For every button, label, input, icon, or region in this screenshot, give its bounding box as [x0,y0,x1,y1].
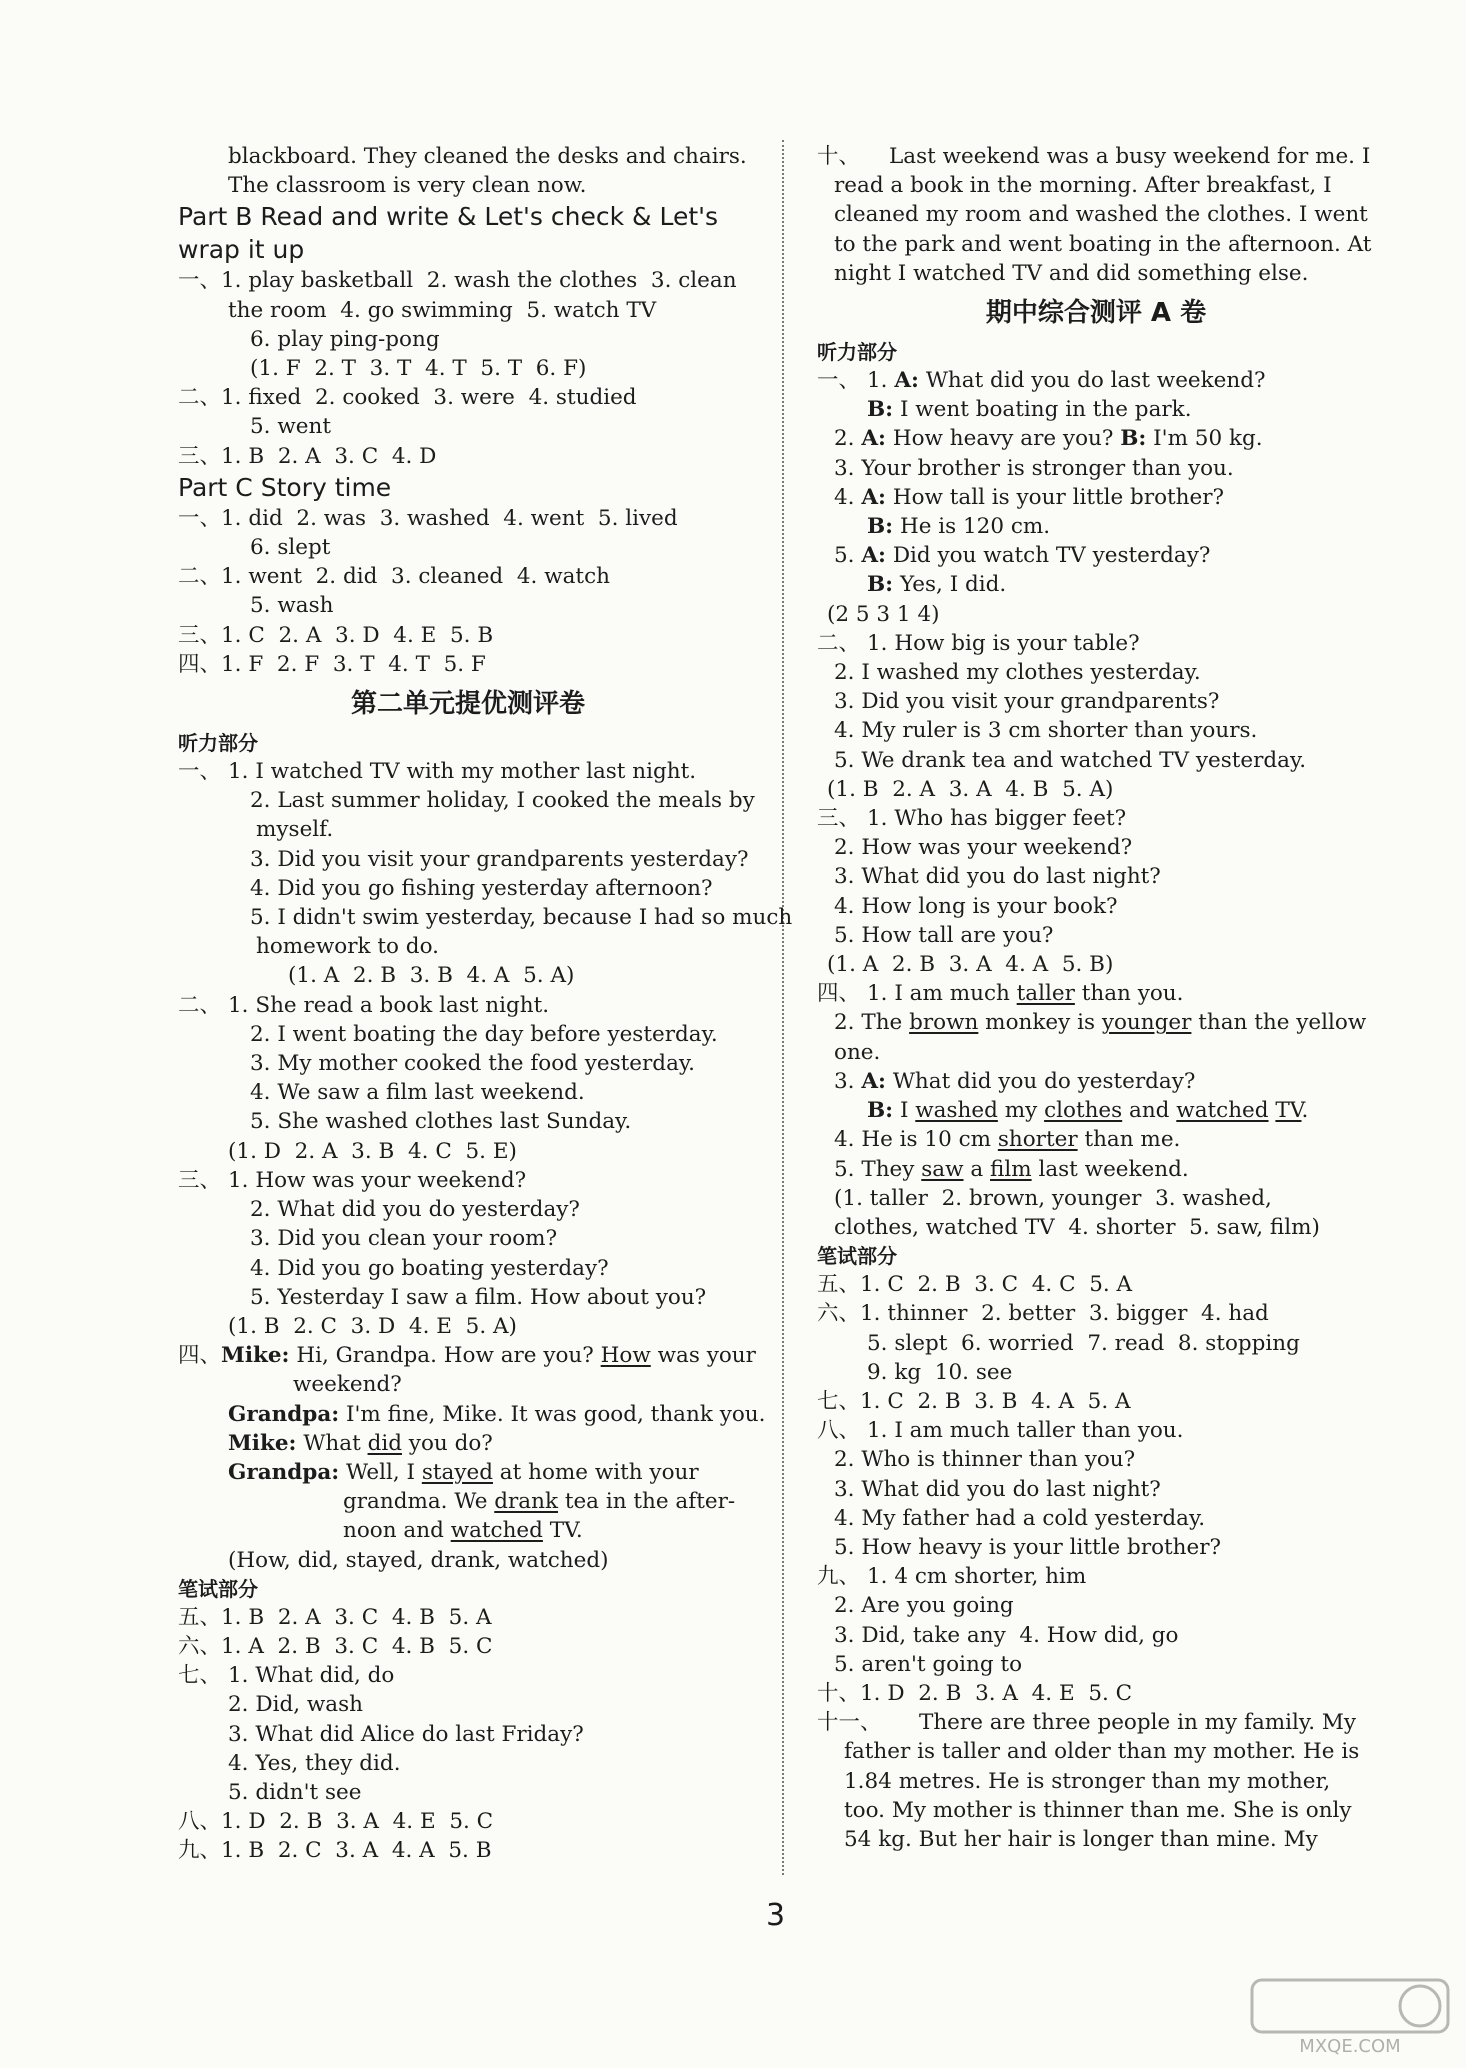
part-b-heading: Part B Read and write & Let's check & Let's wrap it up [178,202,719,265]
answer-line: 七、1. C 2. B 3. B 4. A 5. A [817,1388,1131,1414]
answer-line: 4. Yes, they did. [228,1750,401,1776]
text-line: The classroom is very clean now. [228,173,587,199]
text-line: 1.84 metres. He is stronger than my mother, [844,1768,1331,1794]
answer-line: 五、1. C 2. B 3. C 4. C 5. A [817,1272,1133,1298]
answer-line: 二、1. fixed 2. cooked 3. were 4. studied [178,385,637,411]
watermark-text: MXQE.COM [1299,2036,1401,2057]
answer-line: 3. My mother cooked the food yesterday. [250,1051,696,1077]
answer-text: than you. [1074,981,1184,1007]
question-number: 二、 [817,630,861,656]
dialogue-text: Did you watch TV yesterday? [885,543,1211,569]
dialogue-text: TV. [542,1518,583,1544]
dialogue-text: you do? [401,1430,493,1456]
dialogue-text: noon and [343,1518,451,1544]
answer-line: 六、1. thinner 2. better 3. bigger 4. had [817,1301,1269,1327]
answer-line: 5. aren't going to [834,1651,1023,1677]
answer-line: 九、1. B 2. C 3. A 4. A 5. B [178,1838,492,1864]
answer-line: 6. slept [250,535,331,561]
answer-key: (1. B 2. C 3. D 4. E 5. A) [228,1313,517,1339]
text-line: night I watched TV and did something else. [834,260,1309,286]
question-number: 九、 [817,1564,861,1590]
answer-line: 2. How was your weekend? [834,835,1133,861]
answer-text: last weekend. [1031,1156,1189,1182]
answer-line: 二、1. went 2. did 3. cleaned 4. watch [178,564,610,590]
dialogue-text: Hi, Grandpa. How are you? [289,1343,601,1369]
question-number: 三、 [178,1167,222,1193]
answer-line: 5. How tall are you? [834,922,1054,948]
answer-key: clothes, watched TV 4. shorter 5. saw, film) [834,1214,1320,1240]
listening-heading: 听力部分 [817,340,897,365]
text-line: father is taller and older than my mother. He is [844,1739,1360,1765]
dialogue-text: at home with your [492,1459,699,1485]
answer-line: 3. What did you do last night? [834,864,1161,890]
dialogue-text: How heavy are you? [885,426,1121,452]
answer-line: 6. play ping-pong [250,326,440,352]
dialogue-text: I went boating in the park. [893,397,1192,423]
speaker-grandpa: Grandpa: [228,1401,340,1427]
answer-line: 3. Did you visit your grandparents yesterday? [250,846,749,872]
answer-line: 一、1. play basketball 2. wash the clothes 3. clean [178,268,737,294]
answer-text: 1. She read a book last night. [228,992,550,1018]
answer-key: (How, did, stayed, drank, watched) [228,1547,609,1573]
answer-key: (1. A 2. B 3. A 4. A 5. B) [827,952,1114,978]
dialogue-text: and [1122,1098,1177,1124]
dialogue-text: my [997,1098,1045,1124]
answer-line: 5. went [250,414,331,440]
answer-key: (2 5 3 1 4) [827,601,940,627]
answer-text: a [963,1156,991,1182]
answer-key: (1. A 2. B 3. B 4. A 5. A) [288,963,575,989]
writing-heading: 笔试部分 [178,1576,258,1601]
dialogue-text: I'm fine, Mike. It was good, thank you. [339,1401,766,1427]
answer-line: 5. slept 6. worried 7. read 8. stopping [867,1330,1300,1356]
midterm-title: 期中综合测评 A 卷 [985,298,1207,329]
answer-line: 3. Did you visit your grandparents? [834,689,1220,715]
answer-line: 4. My ruler is 3 cm shorter than yours. [834,718,1258,744]
answer-text: 5. They [834,1156,922,1182]
unit2-title: 第二单元提优测评卷 [350,689,585,720]
speaker-a: A: [861,426,886,452]
column-divider [782,140,784,1875]
answer-line: 5. She washed clothes last Sunday. [250,1109,632,1135]
answer-line: 4. Did you go boating yesterday? [250,1255,609,1281]
question-number: 三、 [817,806,861,832]
answer-text: 1. I watched TV with my mother last night. [228,759,697,785]
answer-line: 2. Did, wash [228,1692,363,1718]
answer-line: 一、1. did 2. was 3. washed 4. went 5. lived [178,505,678,531]
filled-blank: watched [450,1518,543,1544]
question-number: 八、 [817,1418,861,1444]
filled-blank: film [990,1156,1032,1182]
writing-heading: 笔试部分 [817,1244,897,1269]
dialogue-text: Yes, I did. [893,572,1007,598]
answer-line: 六、1. A 2. B 3. C 4. B 5. C [178,1633,493,1659]
answer-line: 5. How heavy is your little brother? [834,1534,1222,1560]
site-watermark-logo [1250,1978,1450,2058]
text-line: too. My mother is thinner than me. She is only [844,1797,1352,1823]
speaker-a: A: [861,484,886,510]
answer-line: myself. [256,817,334,843]
filled-blank: clothes [1044,1098,1123,1124]
answer-key: (1. taller 2. brown, younger 3. washed, [834,1185,1272,1211]
answer-text: 1. How was your weekend? [228,1167,527,1193]
filled-blank: How [600,1343,651,1369]
answer-line: 9. kg 10. see [867,1359,1013,1385]
answer-text: Last weekend was a busy weekend for me. I [889,144,1371,169]
dialogue-text: . [1301,1098,1309,1124]
left-column [178,142,793,1866]
question-number: 四、 [817,981,861,1007]
answer-key: (1. D 2. A 3. B 4. C 5. E) [228,1138,517,1164]
dialogue-text: was your [650,1343,756,1369]
filled-blank: drank [494,1489,558,1515]
answer-line: 5. I didn't swim yesterday, because I had so much [250,905,793,931]
filled-blank: brown [909,1010,979,1036]
answer-line: 2. I washed my clothes yesterday. [834,660,1201,686]
answer-line: 5. We drank tea and watched TV yesterday. [834,747,1307,773]
speaker-grandpa: Grandpa: [228,1459,340,1485]
answer-line: 4. We saw a film last weekend. [250,1080,585,1106]
answer-line: 十、1. D 2. B 3. A 4. E 5. C [817,1680,1133,1706]
speaker-b: B: [867,397,894,423]
listening-heading: 听力部分 [178,731,258,756]
text-line: to the park and went boating in the afternoon. At [834,231,1372,257]
question-number: 七、 [178,1663,222,1689]
answer-line: 5. wash [250,593,334,619]
answer-line: 五、1. B 2. A 3. C 4. B 5. A [178,1604,492,1630]
part-c-heading: Part C Story time [178,472,392,502]
speaker-b: B: [867,1098,894,1124]
dialogue-text: How tall is your little brother? [885,484,1225,510]
answer-line: 八、1. D 2. B 3. A 4. E 5. C [178,1809,494,1835]
answer-line: 4. Did you go fishing yesterday afternoon? [250,875,713,901]
speaker-b: B: [867,514,894,540]
answer-text: 2. The [834,1010,910,1036]
answer-text: monkey is [978,1010,1102,1036]
text-line: 54 kg. But her hair is longer than mine. My [844,1826,1318,1852]
dialogue-line: weekend? [293,1372,402,1398]
answer-line: 三、1. C 2. A 3. D 4. E 5. B [178,622,494,648]
question-number: 二、 [178,992,222,1018]
dialogue-text: I'm 50 kg. [1146,426,1263,452]
filled-blank: younger [1101,1010,1192,1036]
speaker-a: A: [861,1068,886,1094]
filled-blank: washed [915,1098,998,1124]
filled-blank: taller [1016,981,1075,1007]
answer-line: 5. didn't see [228,1779,362,1805]
answer-text: 4. He is 10 cm [834,1127,998,1153]
answer-line: 4. How long is your book? [834,893,1118,919]
page-number: 3 [766,1898,786,1933]
right-column: 十、 Last weekend was a busy weekend for me. I read a book in the morning. After breakfast, I cleaned my room and washed the clothes. I went to the park and went boating in the afternoon. At night I watched TV and did something else. 期中综合测评 A 卷 听力部分 一、 1. A: What did you do last weekend? B: I went boating in the park. 2. A: How heavy are you? B: I'm 50 kg. 3. Your brother is stronger than you. 4. A: How tall is your little brother? B: He is 120 cm. 5. A: Did you watch TV yesterday? B: Yes, I did. (2 5 3 1 4) 二、 1. How big is your table? 2. I washed my clothes yesterday. 3. Did you visit your grandparents? 4. My ruler is 3 cm shorter than yours. 5. We drank tea and watched TV yesterday. (1. B 2. A 3. A 4. B 5. A) 三、 1. Who has bigger feet? 2. How was your weekend? 3. What did you do last night? 4. How long is your book? 5. How tall are you? (1. A 2. B 3. A 4. A 5. B) 四、 1. I am much taller than you. 2. The brown monkey is younger than the yellow one. 3. A: What did you do yesterday? B: I washed my clothes and watched TV. 4. He is 10 cm shorter than me. 5. They saw a film last weekend. (1. taller 2. brown, younger 3. washed, clothes, watched TV 4. shorter 5. saw, film) 笔试部分 五、1. C 2. B 3. C 4. C 5. A 六、1. thinner 2. better 3. bigger 4. had 5. slept 6. worried 7. read 8. stopping 9. kg 10. see 七、1. C 2. B 3. B 4. A 5. A 八、 1. I am much taller than you. 2. Who is thinner than you? 3. What did you do last night? 4. My father had a cold yesterday. 5. How heavy is your little brother? 九、 1. 4 cm shorter, him 2. Are you going 3. Did, take any 4. How did, go 5. aren't going to 十、1. D 2. B 3. A 4. E 5. C 十一、 There are three people in my family. My father is taller and older than my mother. He is 1.84 metres. He is stronger than my mother, too. My mother is thinner than me. She is only 54 kg. But her hair is longer than mine. My [817,142,1375,1854]
answer-line: 4. My father had a cold yesterday. [834,1505,1206,1531]
speaker-a: A: [894,368,919,394]
speaker-mike: Mike: [221,1343,290,1369]
speaker-b: B: [867,572,894,598]
answer-key: (1. B 2. A 3. A 4. B 5. A) [827,776,1114,802]
dialogue-text: What did you do yesterday? [885,1068,1196,1094]
answer-text: 1. What did, do [228,1663,395,1689]
dialogue-text: What did you do last weekend? [918,368,1266,394]
answer-text: than me. [1077,1127,1181,1153]
question-number: 十、 [817,144,861,169]
answer-line: 三、1. B 2. A 3. C 4. D [178,443,437,469]
answer-line: 四、1. F 2. F 3. T 4. T 5. F [178,651,486,677]
dialogue-text: I [893,1098,916,1124]
answer-line: 2. Who is thinner than you? [834,1447,1136,1473]
answer-text: 1. I am much [867,981,1017,1007]
answer-text: 1. How big is your table? [867,630,1140,656]
speaker-a: A: [861,543,886,569]
answer-line: 5. Yesterday I saw a film. How about you? [250,1284,707,1310]
speaker-b: B: [1120,426,1147,452]
answer-line: 2. Last summer holiday, I cooked the meals by [250,788,755,814]
speaker-mike: Mike: [228,1430,297,1456]
dialogue-text: tea in the after- [557,1489,736,1515]
answer-line: one. [834,1039,881,1065]
dialogue-text: Well, I [339,1459,422,1485]
question-number: 四、 [178,1343,222,1369]
text-line: cleaned my room and washed the clothes. I went [834,202,1368,228]
answer-line: 2. I went boating the day before yesterday. [250,1021,718,1047]
dialogue-text: What [296,1430,368,1456]
answer-line: homework to do. [256,934,439,960]
answer-line: 3. What did Alice do last Friday? [228,1721,584,1747]
answer-text: There are three people in my family. My [919,1710,1357,1736]
answer-text: 1. Who has bigger feet? [867,806,1127,832]
answer-line: 3. Your brother is stronger than you. [834,455,1234,481]
filled-blank: TV [1275,1098,1302,1124]
filled-blank: stayed [421,1459,493,1485]
answer-line: 2. Are you going [834,1593,1014,1619]
text-line: blackboard. They cleaned the desks and chairs. [228,144,747,169]
answer-line: 3. What did you do last night? [834,1476,1161,1502]
answer-text: 1. I am much taller than you. [867,1418,1184,1444]
filled-blank: shorter [997,1127,1078,1153]
answer-line: (1. F 2. T 3. T 4. T 5. T 6. F) [250,356,587,382]
dialogue-text: He is 120 cm. [893,514,1051,540]
answer-line: the room 4. go swimming 5. watch TV [228,297,657,323]
text-line: read a book in the morning. After breakfast, I [834,173,1332,199]
answer-line: 3. Did, take any 4. How did, go [834,1622,1179,1648]
answer-line: 2. What did you do yesterday? [250,1197,580,1223]
filled-blank: did [367,1430,402,1456]
answer-text: 1. 4 cm shorter, him [867,1564,1087,1590]
dialogue-text: grandma. We [343,1489,495,1515]
question-number: 一、 [178,759,222,785]
answer-text: than the yellow [1191,1010,1367,1036]
question-number: 一、 [817,368,861,394]
question-number: 十一、 [817,1710,882,1736]
answer-line: 3. Did you clean your room? [250,1226,558,1252]
filled-blank: watched [1176,1098,1269,1124]
filled-blank: saw [921,1156,964,1182]
